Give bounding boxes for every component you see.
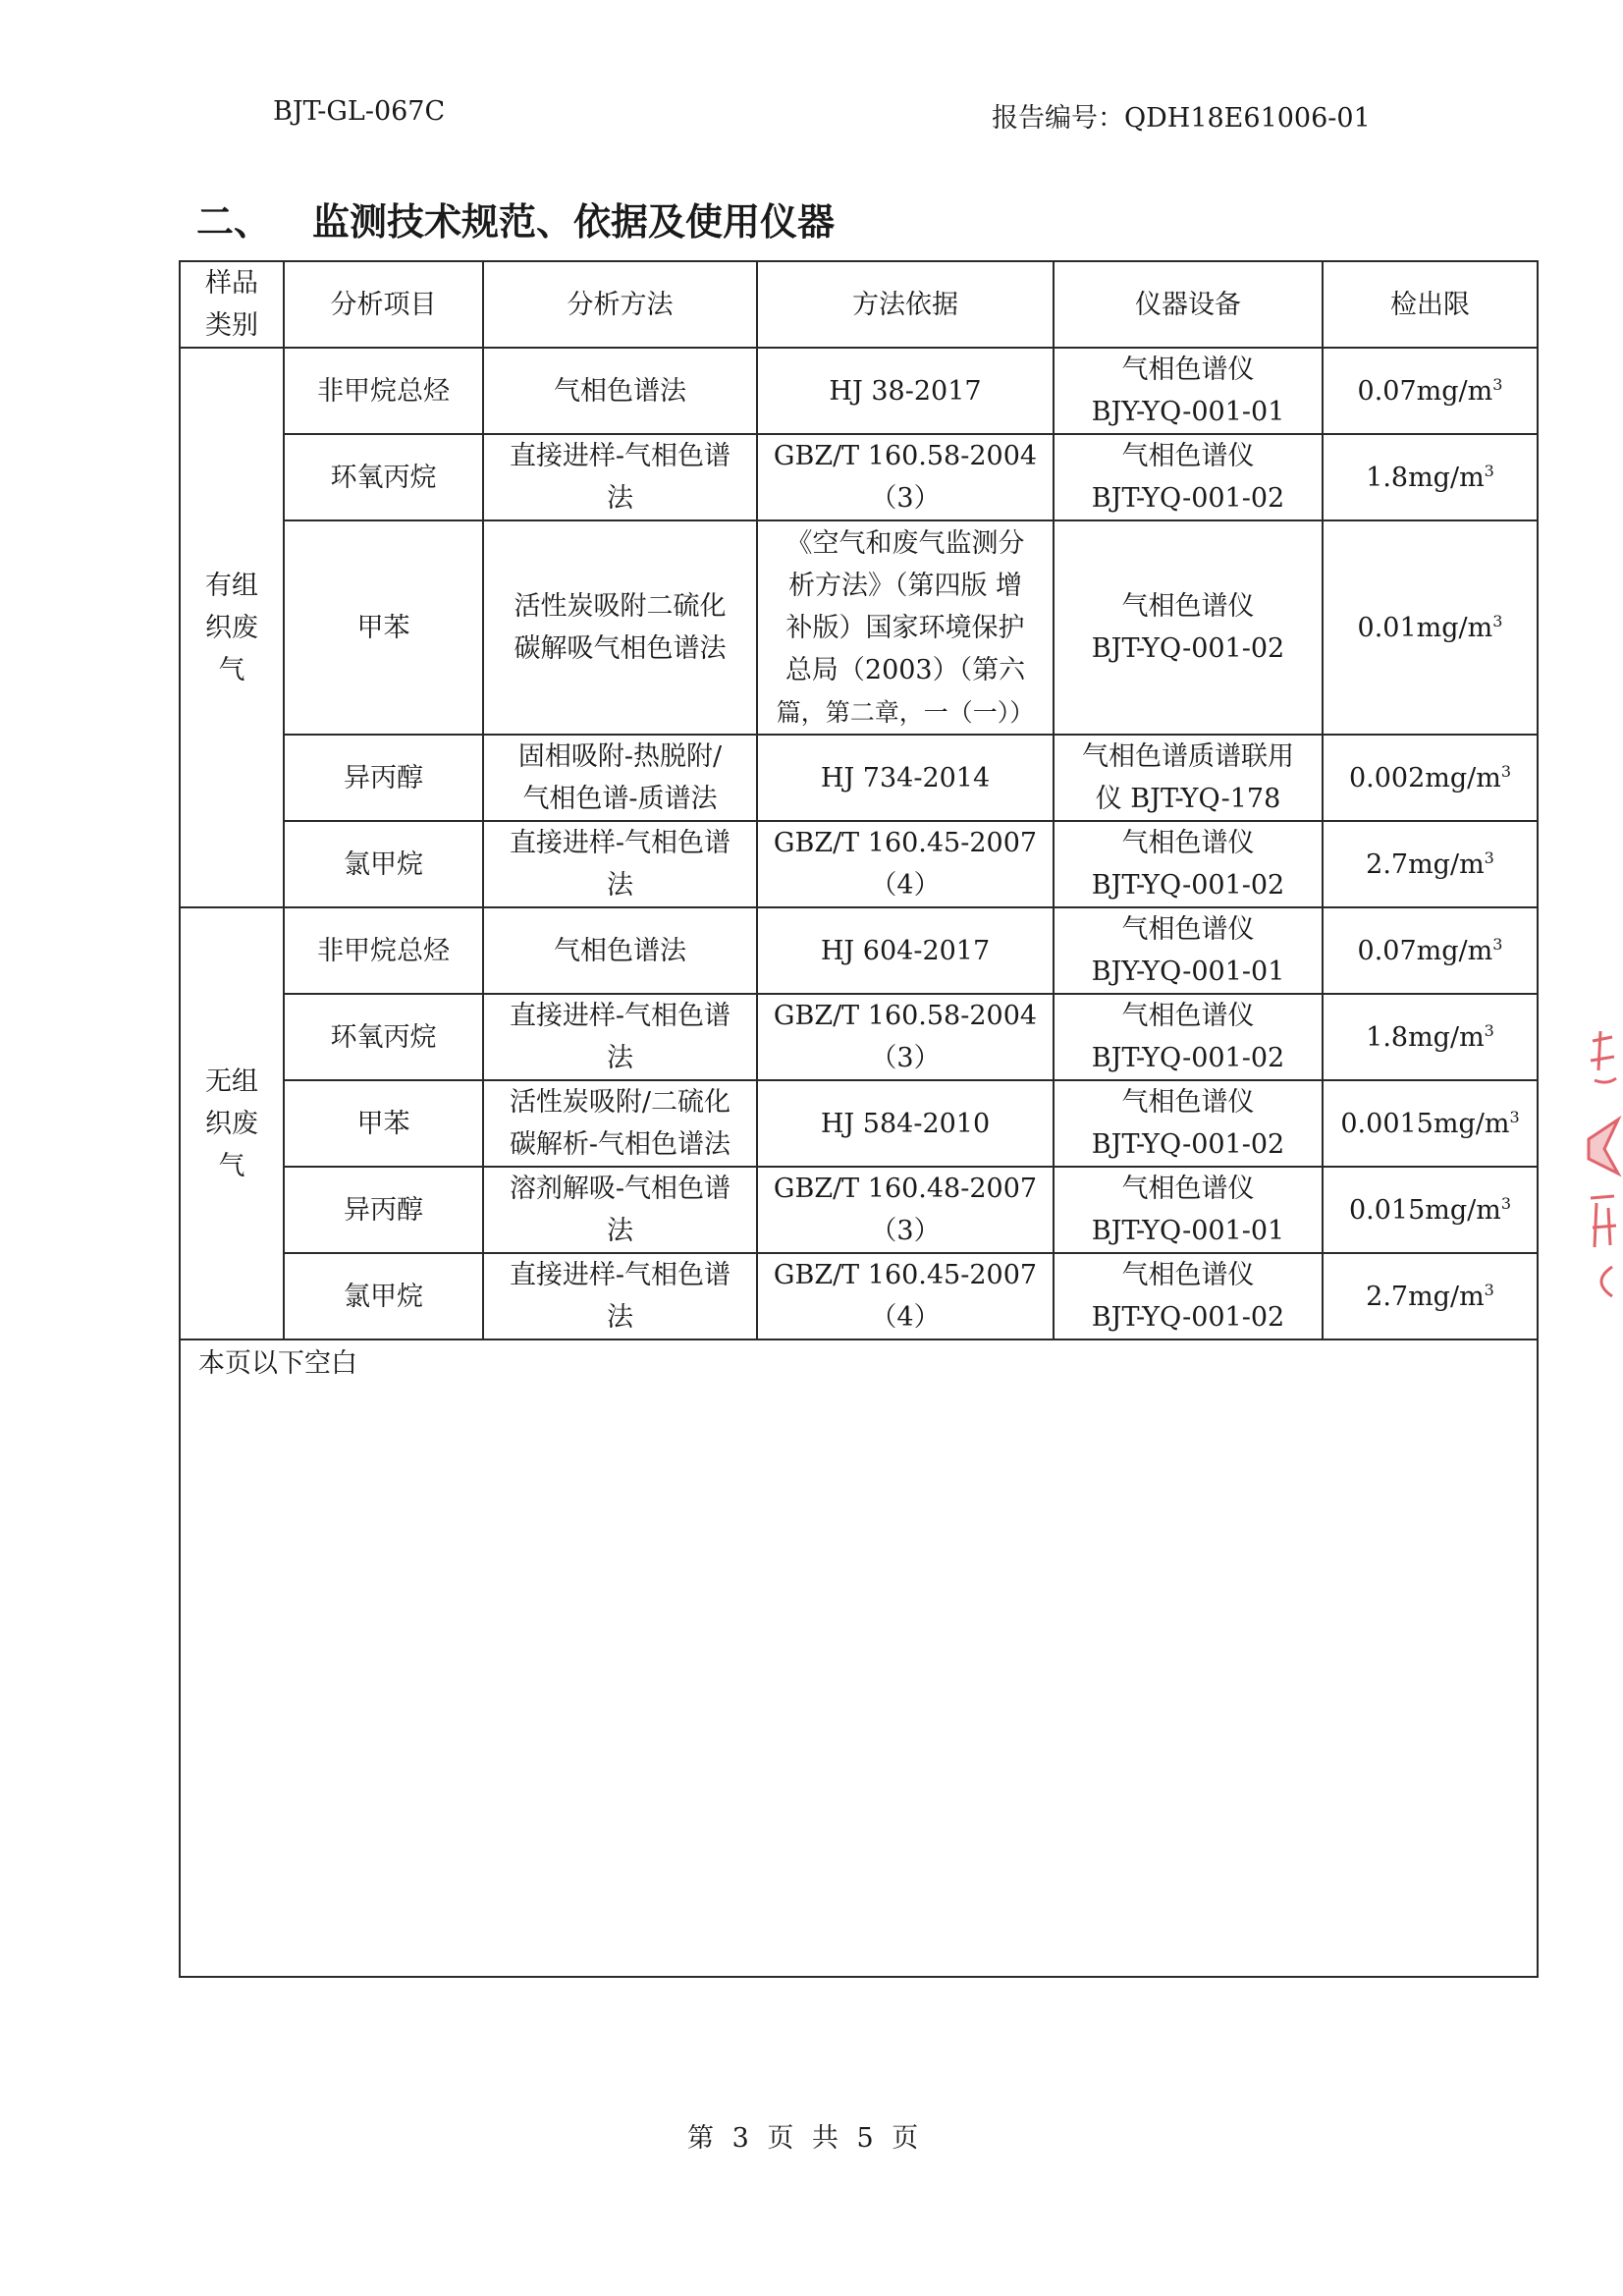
- method-cell: 活性炭吸附二硫化 碳解吸气相色谱法: [483, 520, 757, 735]
- item-cell: 环氧丙烷: [284, 434, 483, 520]
- item-cell: 异丙醇: [284, 1167, 483, 1253]
- limit-cell: $1.8mg/m^3$: [1323, 994, 1538, 1080]
- limit-cell: $0.015mg/m^3$: [1323, 1167, 1538, 1253]
- table-row: [180, 821, 1538, 907]
- instrument-cell: 气相色谱仪 BJT-YQ-001-02: [1054, 994, 1323, 1080]
- item-cell: 氯甲烷: [284, 1253, 483, 1339]
- instrument-cell: 气相色谱仪 BJT-YQ-001-02: [1054, 1080, 1323, 1167]
- section-heading: [196, 191, 835, 246]
- table-row: [180, 1253, 1538, 1339]
- basis-cell: 《空气和废气监测分 析方法》（第四版 增 补版）国家环境保护 总局（2003）（第六 篇，第二章，一（一））: [757, 520, 1054, 735]
- limit-cell: $1.8mg/m^3$: [1323, 434, 1538, 520]
- header-limit: 检出限: [1323, 261, 1538, 348]
- instrument-cell: 气相色谱仪 BJT-YQ-001-02: [1054, 821, 1323, 907]
- category-cell: 有组 织废 气: [180, 348, 284, 907]
- method-cell: 直接进样-气相色谱 法: [483, 821, 757, 907]
- instrument-cell: 气相色谱仪 BJT-YQ-001-02: [1054, 520, 1323, 735]
- limit-cell: $0.07mg/m^3$: [1323, 907, 1538, 994]
- basis-cell: GBZ/T 160.45-2007 （4）: [757, 1253, 1054, 1339]
- limit-cell: $0.01mg/m^3$: [1323, 520, 1538, 735]
- instrument-cell: 气相色谱仪 BJT-YQ-001-02: [1054, 1253, 1323, 1339]
- table-row: [180, 348, 1538, 434]
- monitoring-spec-table: [179, 260, 1539, 1978]
- instrument-cell: 气相色谱仪 BJY-YQ-001-01: [1054, 907, 1323, 994]
- method-cell: 气相色谱法: [483, 907, 757, 994]
- basis-cell: HJ 38-2017: [757, 348, 1054, 434]
- limit-cell: $2.7mg/m^3$: [1323, 1253, 1538, 1339]
- method-cell: 直接进样-气相色谱 法: [483, 1253, 757, 1339]
- method-cell: 溶剂解吸-气相色谱 法: [483, 1167, 757, 1253]
- limit-cell: $0.0015mg/m^3$: [1323, 1080, 1538, 1167]
- category-cell: 无组 织废 气: [180, 907, 284, 1339]
- table-row: [180, 735, 1538, 821]
- method-cell: 直接进样-气相色谱 法: [483, 434, 757, 520]
- method-cell: 固相吸附-热脱附/ 气相色谱-质谱法: [483, 735, 757, 821]
- method-cell: 直接进样-气相色谱 法: [483, 994, 757, 1080]
- item-cell: 甲苯: [284, 520, 483, 735]
- table-header-row: [180, 261, 1538, 348]
- limit-cell: $2.7mg/m^3$: [1323, 821, 1538, 907]
- table-row: [180, 907, 1538, 994]
- basis-cell: GBZ/T 160.58-2004 （3）: [757, 994, 1054, 1080]
- doc-code: BJT-GL-067C: [273, 96, 446, 127]
- header-method: 分析方法: [483, 261, 757, 348]
- instrument-cell: 气相色谱仪 BJT-YQ-001-01: [1054, 1167, 1323, 1253]
- instrument-cell: 气相色谱仪 BJT-YQ-001-02: [1054, 434, 1323, 520]
- item-cell: 甲苯: [284, 1080, 483, 1167]
- item-cell: 环氧丙烷: [284, 994, 483, 1080]
- red-seal-stamp: [1583, 1002, 1623, 1316]
- seal-fragment-icon: [1589, 1031, 1618, 1296]
- header-item: 分析项目: [284, 261, 483, 348]
- header-category: 样品 类别: [180, 261, 284, 348]
- blank-row: [180, 1339, 1538, 1977]
- table-row: [180, 434, 1538, 520]
- limit-cell: $0.002mg/m^3$: [1323, 735, 1538, 821]
- table-row: [180, 1080, 1538, 1167]
- basis-cell: HJ 584-2010: [757, 1080, 1054, 1167]
- table-row: [180, 520, 1538, 735]
- basis-cell: HJ 734-2014: [757, 735, 1054, 821]
- basis-cell: GBZ/T 160.48-2007 （3）: [757, 1167, 1054, 1253]
- instrument-cell: 气相色谱仪 BJY-YQ-001-01: [1054, 348, 1323, 434]
- header-basis: 方法依据: [757, 261, 1054, 348]
- instrument-cell: 气相色谱质谱联用 仪 BJT-YQ-178: [1054, 735, 1323, 821]
- basis-cell: GBZ/T 160.58-2004 （3）: [757, 434, 1054, 520]
- item-cell: 非甲烷总烃: [284, 348, 483, 434]
- report-number: 报告编号：QDH18E61006-01: [992, 103, 1371, 134]
- item-cell: 非甲烷总烃: [284, 907, 483, 994]
- section-number: 二、: [196, 200, 272, 244]
- item-cell: 氯甲烷: [284, 821, 483, 907]
- item-cell: 异丙醇: [284, 735, 483, 821]
- basis-cell: GBZ/T 160.45-2007 （4）: [757, 821, 1054, 907]
- method-cell: 活性炭吸附/二硫化 碳解析-气相色谱法: [483, 1080, 757, 1167]
- method-cell: 气相色谱法: [483, 348, 757, 434]
- blank-note: 本页以下空白: [180, 1339, 1538, 1977]
- basis-cell: HJ 604-2017: [757, 907, 1054, 994]
- table-row: [180, 1167, 1538, 1253]
- table-row: [180, 994, 1538, 1080]
- page-number: 第 3 页 共 5 页: [687, 2123, 919, 2154]
- limit-cell: $0.07mg/m^3$: [1323, 348, 1538, 434]
- section-title: 监测技术规范、依据及使用仪器: [312, 200, 836, 244]
- header-instrument: 仪器设备: [1054, 261, 1323, 348]
